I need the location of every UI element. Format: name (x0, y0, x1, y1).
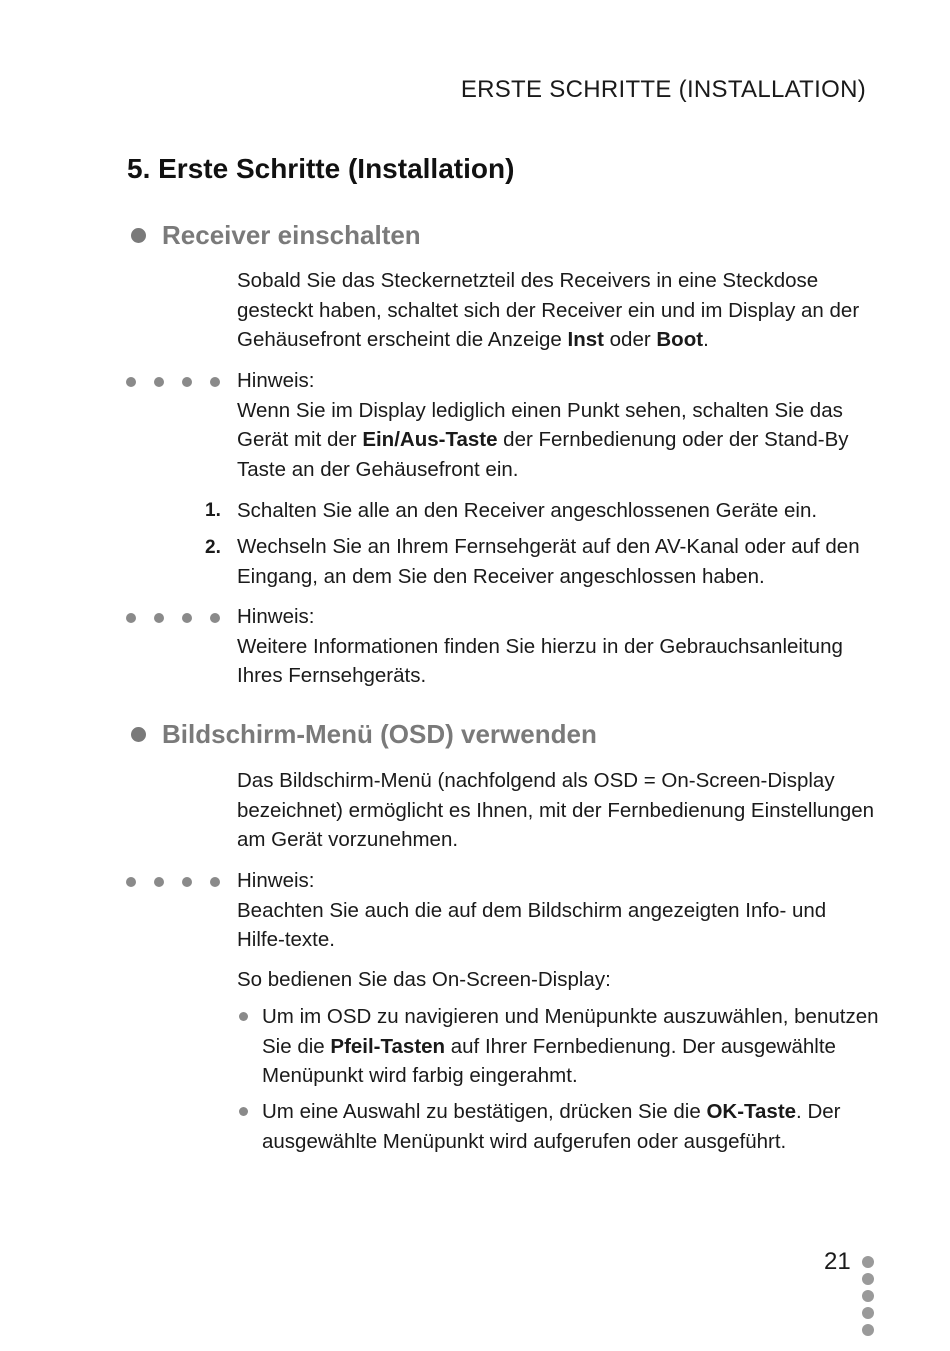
list-bullet-icon (239, 1012, 248, 1021)
chapter-title: 5. Erste Schritte (Installation) (127, 153, 515, 184)
note-block (237, 602, 877, 691)
bullet-dot-icon (131, 727, 146, 742)
note-marker-icon (126, 877, 220, 887)
note-marker-icon (126, 613, 220, 623)
note-text: Beachten Sie auch die auf dem Bildschirm angezeigten Info- und Hilfe-texte. (237, 898, 827, 951)
list-item: Um im OSD zu navigieren und Menüpunkte auszuwählen, benutzen Sie die Pfeil-Tasten auf Ihrer Fernbedienung. Der ausgewählte Menüpunkt wird farbig eingerahmt. (262, 1005, 879, 1087)
list-bullet-icon (239, 1107, 248, 1116)
note-block (237, 866, 877, 955)
step-number: 2. (205, 537, 221, 558)
note-label: Hinweis: (237, 369, 315, 392)
section-heading-text: Bildschirm-Menü (OSD) verwenden (162, 719, 597, 749)
note-text: Weitere Informationen finden Sie hierzu in der Gebrauchsanleitung Ihres Fernsehgeräts. (237, 634, 843, 687)
running-header: ERSTE SCHRITTE (INSTALLATION) (460, 76, 866, 103)
section-heading-osd (128, 719, 597, 750)
step-text: Wechseln Sie an Ihrem Fernsehgerät auf den AV-Kanal oder auf den Eingang, an dem Sie den Receiver angeschlossen haben. (237, 535, 860, 588)
list-item: Um eine Auswahl zu bestätigen, drücken Sie die OK-Taste. Der ausgewählte Menüpunkt wird aufgerufen oder ausgeführt. (262, 1100, 841, 1153)
section-intro: Sobald Sie das Steckernetzteil des Receivers in eine Steckdose gesteckt haben, schaltet sich der Receiver ein und im Display an der Gehäusefront erscheint die Anzeige Inst oder Boot. (237, 269, 860, 351)
note-marker-icon (126, 377, 220, 387)
section-heading-text: Receiver einschalten (162, 220, 421, 250)
section-heading-receiver (128, 220, 421, 251)
page-number: 21 (824, 1248, 851, 1275)
step-number: 1. (205, 500, 221, 521)
note-label: Hinweis: (237, 869, 315, 892)
page-dots-icon (862, 1256, 874, 1336)
bullet-dot-icon (131, 228, 146, 243)
note-label: Hinweis: (237, 605, 315, 628)
section-intro: Das Bildschirm-Menü (nachfolgend als OSD = On-Screen-Display bezeichnet) ermöglicht es Ihnen, mit der Fernbedienung Einstellungen am Gerät vorzunehmen. (237, 769, 875, 851)
lead-text: So bedienen Sie das On-Screen-Display: (237, 968, 611, 991)
note-block (237, 366, 877, 484)
note-text: Wenn Sie im Display lediglich einen Punkt sehen, schalten Sie das Gerät mit der Ein/Aus-Taste der Fernbedienung oder der Stand-By Taste an der Gehäusefront ein. (237, 398, 849, 481)
step-text: Schalten Sie alle an den Receiver angeschlossenen Geräte ein. (237, 499, 818, 522)
